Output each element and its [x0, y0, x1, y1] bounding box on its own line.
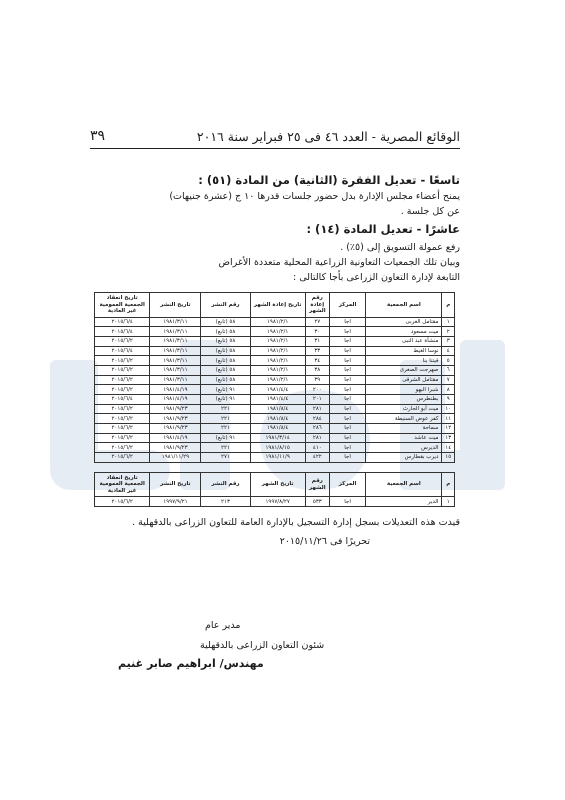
table-cell: ٢٠١٥/٦/٢: [95, 375, 150, 385]
table-cell: ٢٠١٥/٦/٢: [95, 385, 150, 395]
society-name-cell: مقتامل الغربى: [366, 317, 442, 327]
table-cell: ٤٢٢: [305, 453, 329, 463]
table-cell: ١٩٨١/٢/١: [250, 375, 305, 385]
table-cell: ١٩٨١/٢/١: [250, 356, 305, 366]
table-cell: ١٣: [442, 433, 455, 443]
table-cell: ١: [442, 317, 455, 327]
col-header: تاريخ النشر: [150, 293, 201, 318]
table-cell: ١٩٨١/٣/١١: [150, 346, 201, 356]
society-name-cell: بطنطرس: [366, 395, 442, 405]
section10-heading: عاشرًا - تعديل المادة (١٤) :: [306, 222, 460, 236]
table-cell: ١٥: [442, 453, 455, 463]
table-cell: ١٩٨١/٩/٢٣: [150, 443, 201, 453]
table-row: [95, 497, 455, 507]
table-cell: اجا: [329, 404, 366, 414]
table-cell: ١٢: [442, 424, 455, 434]
table-row: [95, 414, 455, 424]
table-cell: ١٩٨١/٤/١٩: [150, 385, 201, 395]
table-cell: ٢٠١٥/٦/٢: [95, 404, 150, 414]
table-cell: ١٩٨١/٣/١١: [150, 317, 201, 327]
table-cell: اجا: [329, 395, 366, 405]
col-header: تاريخ الشهر: [250, 472, 305, 497]
table-cell: ٢٢١: [201, 414, 250, 424]
col-header: اسم الجمعية: [366, 472, 442, 497]
table-cell: ٥٨ (تابع): [201, 365, 250, 375]
table-cell: ٢٠١٥/٦/٢: [95, 336, 150, 346]
section10-line1: رفع عمولة التسويق إلى (٥٪) .: [340, 242, 460, 253]
table-cell: ٢٠١٥/٦/٢: [95, 453, 150, 463]
section9-line2: عن كل جلسة .: [400, 206, 460, 217]
societies-table-2: [94, 472, 455, 507]
table-cell: ٢٢١: [201, 404, 250, 414]
page-header: [90, 128, 460, 149]
table-cell: اجا: [329, 497, 366, 507]
table-cell: ٩١ (تابع): [201, 433, 250, 443]
table-row: [95, 453, 455, 463]
table-header-row: [95, 293, 455, 318]
col-header: م: [442, 293, 455, 318]
table-cell: ١٩٨١/٢/١: [250, 317, 305, 327]
table-cell: ٤: [442, 346, 455, 356]
table-cell: ٣: [442, 336, 455, 346]
page: [90, 128, 460, 549]
table-cell: ١٩٨١/٩/٢٣: [150, 424, 201, 434]
table-cell: ١٩٨١/٩/٢٣: [150, 414, 201, 424]
table-cell: ٣٣: [305, 346, 329, 356]
col-header: المركز: [329, 293, 366, 318]
table-header-row: [95, 472, 455, 497]
closing-date: تحريرًا فى ٢٠١٥/١١/٢٦: [279, 536, 370, 547]
table-row: [95, 404, 455, 414]
table-cell: ٢٠١٥/٦/٢: [95, 356, 150, 366]
table-cell: ٢٠١٥/٦/٢: [95, 433, 150, 443]
signature-title1: مدير عام: [205, 620, 241, 631]
society-name-cell: ميت مسعود: [366, 327, 442, 337]
table-cell: ٥٨ (تابع): [201, 317, 250, 327]
table-cell: ٢٠١٥/٦/٤: [95, 395, 150, 405]
intro-line1: وبيان تلك الجمعيات التعاونية الزراعية المحلية متعددة الأغراض: [218, 257, 460, 268]
table-cell: ٥٨ (تابع): [201, 356, 250, 366]
table-cell: ٢٠١٥/٦/٤: [95, 327, 150, 337]
society-name-cell: مقتامل الشرقى: [366, 375, 442, 385]
table-cell: ١٩٩٧/٩/٢١: [150, 497, 201, 507]
society-name-cell: صهرجت الصغرى: [366, 365, 442, 375]
table-row: [95, 356, 455, 366]
society-name-cell: قيتنا بنا: [366, 356, 442, 366]
society-name-cell: نوسا الغيط: [366, 346, 442, 356]
table-cell: ٢١٣: [201, 497, 250, 507]
table-cell: ٢٧١: [201, 453, 250, 463]
table-cell: اجا: [329, 385, 366, 395]
table-cell: ١٩٨١/٩/٢٣: [150, 404, 201, 414]
society-name-cell: شبرا البهو: [366, 385, 442, 395]
table-cell: ٥٨ (تابع): [201, 375, 250, 385]
section9-line1: يمنح أعضاء مجلس الإدارة بدل حضور جلسات قدرها ١٠ ج (عشرة جنيهات): [169, 191, 460, 202]
table-cell: ٤١٠: [305, 443, 329, 453]
table-cell: ٢٠١٥/٦/٢: [95, 365, 150, 375]
table-cell: ٢٨٤: [305, 414, 329, 424]
col-header: تاريخ انعقاد الجمعية العمومية غير العادية: [95, 293, 150, 318]
table-cell: ٢٨٦: [305, 424, 329, 434]
signature-title2: شئون التعاون الزراعى بالدقهلية: [200, 640, 325, 651]
table-cell: اجا: [329, 346, 366, 356]
table-cell: ١٩٨١/٨/٤: [250, 414, 305, 424]
table-cell: ٢٧: [305, 317, 329, 327]
table-cell: ١٩٨١/٢/١: [250, 327, 305, 337]
table-cell: ١٩٨١/٤/١٩: [150, 433, 201, 443]
header-title: الوقائع المصرية - العدد ٤٦ فى ٢٥ فبراير سنة ٢٠١٦: [196, 129, 460, 144]
col-header: تاريخ النشر: [150, 472, 201, 497]
table-cell: ٢٠١٥/٦/٢: [95, 497, 150, 507]
table-cell: ٥٨ (تابع): [201, 327, 250, 337]
table-cell: اجا: [329, 433, 366, 443]
table-cell: ٥٨ (تابع): [201, 336, 250, 346]
table-cell: اجا: [329, 443, 366, 453]
table-cell: ٩١ (تابع): [201, 385, 250, 395]
col-header: رقم النشر: [201, 472, 250, 497]
table-cell: ٥٣٣: [305, 497, 329, 507]
table-cell: اجا: [329, 375, 366, 385]
closing-line1: قيدت هذه التعديلات بسجل إدارة التسجيل بالإدارة العامة للتعاون الزراعى بالدقهلية .: [132, 517, 460, 528]
table-cell: ٣٠: [305, 327, 329, 337]
society-name-cell: سماحة: [366, 424, 442, 434]
table-cell: ١٩٨١/٣/١١: [150, 327, 201, 337]
table-cell: ٣٨: [305, 365, 329, 375]
society-name-cell: ميت أبو الحارث: [366, 404, 442, 414]
society-name-cell: الديرس: [366, 443, 442, 453]
table-cell: ٢٠١٥/٦/٢: [95, 424, 150, 434]
table-cell: ١٩٨١/٨/٤: [250, 424, 305, 434]
society-name-cell: منشأة عبد النبى: [366, 336, 442, 346]
table-cell: ٥٨ (تابع): [201, 346, 250, 356]
table-cell: ١٩٨١/٣/١١: [150, 356, 201, 366]
societies-table: [94, 292, 455, 463]
table-cell: ١٩٨١/٢/١: [250, 346, 305, 356]
table-cell: ١٩٨١/١١/٢٩: [150, 453, 201, 463]
table-cell: ١٩٨١/٢/١: [250, 336, 305, 346]
table-cell: ١: [442, 497, 455, 507]
col-header: تاريخ إعادة الشهر: [250, 293, 305, 318]
table-cell: ٧: [442, 375, 455, 385]
table-row: [95, 375, 455, 385]
society-name-cell: ديرب بقطارس: [366, 453, 442, 463]
table-cell: اجا: [329, 424, 366, 434]
section9-heading: تاسعًا - تعديل الفقرة (الثانية) من المادة (٥١) :: [198, 173, 460, 187]
col-header: م: [442, 472, 455, 497]
society-name-cell: ميت عاشد: [366, 433, 442, 443]
table-cell: اجا: [329, 327, 366, 337]
table-row: [95, 346, 455, 356]
table-cell: ٢٠٠: [305, 385, 329, 395]
table-cell: ٢٠١٥/٦/٢: [95, 443, 150, 453]
table-row: [95, 433, 455, 443]
table-cell: ١٩٨١/١١/٩: [250, 453, 305, 463]
table-cell: ٢٨١: [305, 433, 329, 443]
table-cell: ٩: [442, 395, 455, 405]
table-cell: ٥: [442, 356, 455, 366]
signature-name: مهندس/ ابراهيم صابر غنيم: [118, 657, 264, 670]
table-cell: ٢٠١: [305, 395, 329, 405]
col-header: المركز: [329, 472, 366, 497]
page-number: ٣٩: [90, 128, 106, 144]
table-cell: ١٩٨١/٤/١٩: [150, 395, 201, 405]
table-row: [95, 327, 455, 337]
table-row: [95, 424, 455, 434]
table-cell: ١٩٨١/٣/١٤: [250, 433, 305, 443]
table-cell: ٢٢١: [201, 443, 250, 453]
society-name-cell: كفر عوض السنيطة: [366, 414, 442, 424]
col-header: رقم الشهر: [305, 472, 329, 497]
table-cell: ١٩٨١/٤/٤: [250, 385, 305, 395]
table-cell: ٣٩: [305, 375, 329, 385]
table-cell: ٨: [442, 385, 455, 395]
table-cell: ١٩٨١/٣/١١: [150, 336, 201, 346]
table-cell: ٦: [442, 365, 455, 375]
table-cell: اجا: [329, 365, 366, 375]
table-cell: ١١: [442, 414, 455, 424]
table-body: [95, 497, 455, 507]
col-header: رقم إعادة الشهر: [305, 293, 329, 318]
table-cell: ١٤: [442, 443, 455, 453]
table-cell: اجا: [329, 453, 366, 463]
society-name-cell: الدير: [366, 497, 442, 507]
table-cell: ١٩٨١/٢/١: [250, 365, 305, 375]
table-row: [95, 443, 455, 453]
table-cell: ٣١: [305, 336, 329, 346]
table-row: [95, 336, 455, 346]
table-cell: اجا: [329, 356, 366, 366]
col-header: تاريخ انعقاد الجمعية العمومية غير العادية: [95, 472, 150, 497]
table-row: [95, 395, 455, 405]
table-row: [95, 385, 455, 395]
table-cell: اجا: [329, 317, 366, 327]
table-row: [95, 365, 455, 375]
col-header: رقم النشر: [201, 293, 250, 318]
table-body: [95, 317, 455, 462]
table-cell: ٢٠١٥/٦/٤: [95, 346, 150, 356]
table-cell: اجا: [329, 336, 366, 346]
table-cell: ١٩٨١/٨/٤: [250, 404, 305, 414]
table-cell: ٢٠١٥/٦/٢: [95, 414, 150, 424]
table-cell: ٢٠١٥/٦/٤: [95, 317, 150, 327]
table-cell: ٢: [442, 327, 455, 337]
table-cell: ٢٨١: [305, 404, 329, 414]
table-row: [95, 317, 455, 327]
table-cell: اجا: [329, 414, 366, 424]
table-cell: ٣٤: [305, 356, 329, 366]
intro-line2: التابعة لإدارة التعاون الزراعى بأجا كالتالى :: [292, 272, 460, 283]
table-cell: ٢٢١: [201, 424, 250, 434]
table-cell: ١٩٨١/٣/١١: [150, 365, 201, 375]
table-cell: ١٩٨١/٣/١١: [150, 375, 201, 385]
table-cell: ١٠: [442, 404, 455, 414]
table-cell: ١٩٩٧/٨/٢٧: [250, 497, 305, 507]
table-cell: ١٩٨١/٤/٤: [250, 395, 305, 405]
table-cell: ٩١ (تابع): [201, 395, 250, 405]
table-cell: ١٩٨١/٨/١٥: [250, 443, 305, 453]
col-header: اسم الجمعية: [366, 293, 442, 318]
